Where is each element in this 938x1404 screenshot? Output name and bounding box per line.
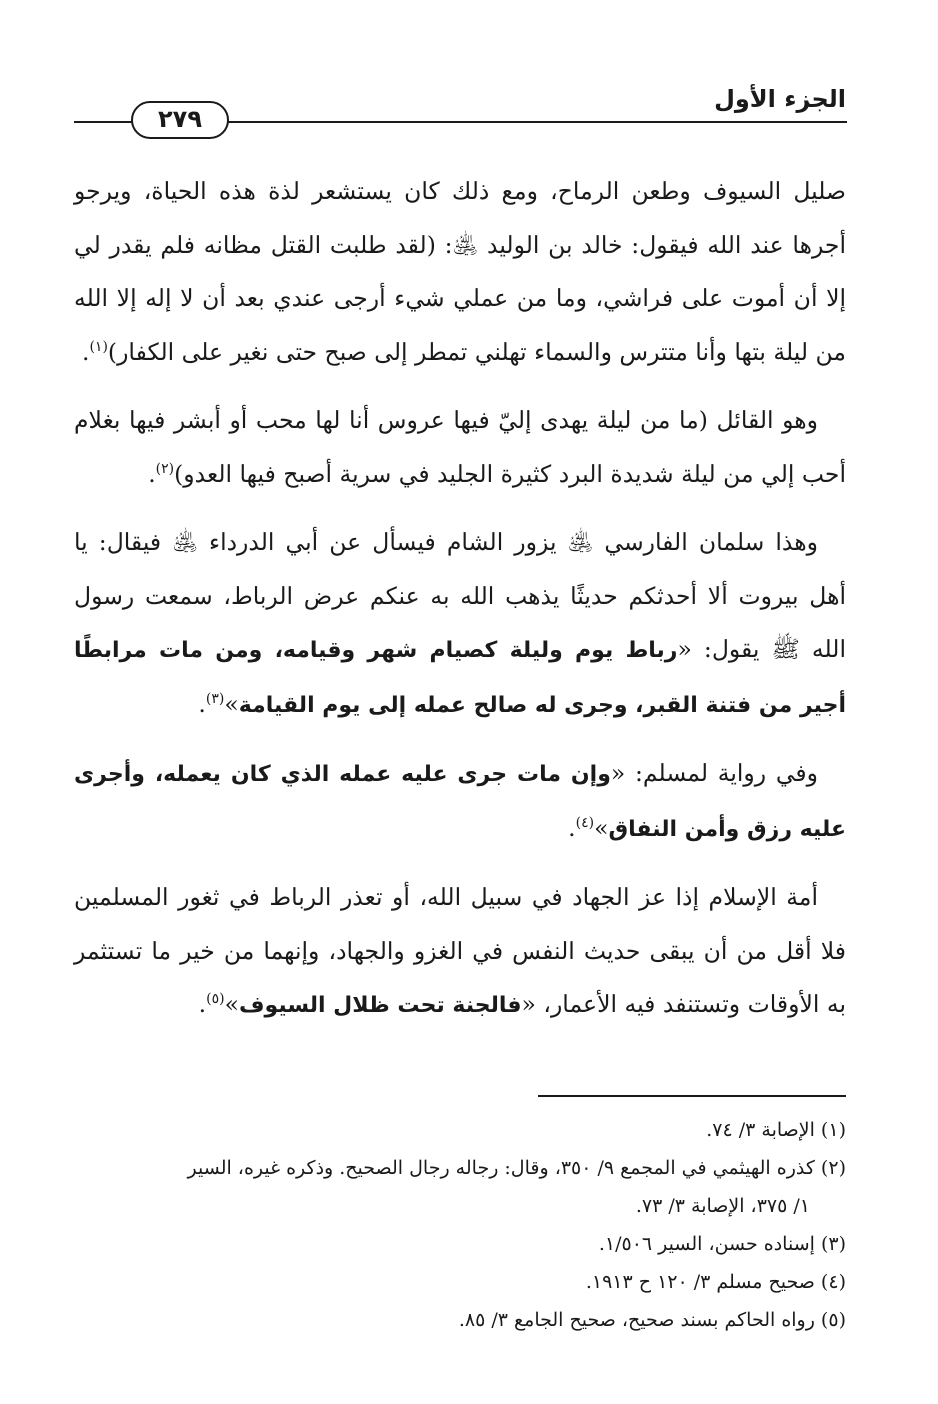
paragraph-4-text: وفي رواية لمسلم: « [610, 759, 818, 787]
paragraph-3-text: وهذا سلمان الفارسي ﵁ يزور الشام فيسأل عن أبي الدرداء ﵁ فيقال: يا أهل بيروت ألا أحدثكم حديثًا يذهب الله به عنكم عرض الرباط، سمعت رسول الله ﷺ يقول: « [74, 528, 846, 663]
paragraph-2-end: . [148, 459, 156, 488]
footnote-3: (٣) إسناده حسن، السير ١/٥٠٦. [598, 1233, 846, 1255]
paragraph-4-end: . [568, 813, 576, 842]
footnote-4: (٤) صحيح مسلم ٣/ ١٢٠ ح ١٩١٣. [585, 1271, 846, 1293]
footnote-rule [538, 1095, 846, 1097]
footnote-ref-1: (١) [89, 338, 108, 355]
footnote-ref-5: (٥) [206, 991, 225, 1008]
footnote-ref-3: (٣) [205, 690, 225, 707]
footnote-ref-2: (٢) [155, 460, 175, 477]
paragraph-3 [74, 516, 846, 732]
paragraph-2-text: وهو القائل (ما من ليلة يهدى إليّ فيها عروس أنا لها محب أو أبشر فيها بغلام أحب إلي من ليلة شديدة البرد كثيرة الجليد في سرية أصبح فيها العدو) [74, 406, 846, 488]
quote-close-3: » [224, 990, 239, 1018]
footnote-1: (١) الإصابة ٣/ ٧٤. [706, 1119, 846, 1141]
body-text [74, 165, 846, 1048]
paragraph-5 [74, 871, 846, 1033]
hadith-quote-1: رباط يوم وليلة كصيام شهر وقيامه، ومن مات مرابطًا أجير من فتنة القبر، وجرى له صالح عمله إلى يوم القيامة [74, 638, 846, 718]
footnotes [74, 1111, 846, 1339]
quote-close-2: » [594, 813, 609, 842]
paragraph-5-end: . [198, 990, 207, 1018]
hadith-quote-2: وإن مات جرى عليه عمله الذي كان يعمله، وأجرى عليه رزق وأمن النفاق [74, 762, 846, 842]
paragraph-2 [74, 394, 846, 501]
paragraph-1-text: صليل السيوف وطعن الرماح، ومع ذلك كان يستشعر لذة هذه الحياة، ويرجو أجرها عند الله فيقول: خالد بن الوليد ﵁: (لقد طلبت القتل مظانه فلم يقدر لي إلا أن أموت على فراشي، وما من عملي شيء أرجى عندي بعد أن لا إله إلا الله من ليلة بتها وأنا متترس والسماء تهلني تمطر إلى صبح حتى نغير على الكفار) [74, 177, 846, 366]
paragraph-1-end: . [81, 337, 90, 366]
running-title: الجزء الأول [714, 85, 846, 113]
paragraph-1 [74, 165, 846, 379]
paragraph-3-end: . [198, 689, 206, 718]
quote-close-1: » [224, 689, 239, 718]
footnote-2: (٢) كذره الهيثمي في المجمع ٩/ ٣٥٠، وقال: رجاله رجال الصحيح. وذكره غيره، السير [187, 1157, 846, 1179]
footnote-2-continued: ١/ ٣٧٥، الإصابة ٣/ ٧٣. [635, 1195, 810, 1217]
paragraph-4 [74, 747, 846, 856]
footnote-5: (٥) رواه الحاكم بسند صحيح، صحيح الجامع ٣/ ٨٥. [458, 1309, 846, 1331]
footnote-ref-4: (٤) [575, 814, 595, 831]
page-number: ٢٧٩ [131, 101, 229, 139]
hadith-quote-3: فالجنة تحت ظلال السيوف [238, 993, 522, 1018]
paragraph-5-text: أمة الإسلام إذا عز الجهاد في سبيل الله، أو تعذر الرباط في ثغور المسلمين فلا أقل من أن يبقى حديث النفس في الغزو والجهاد، وإنهما من خير ما تستثمر به الأوقات وتستنفد فيه الأعمار، « [74, 883, 846, 1018]
